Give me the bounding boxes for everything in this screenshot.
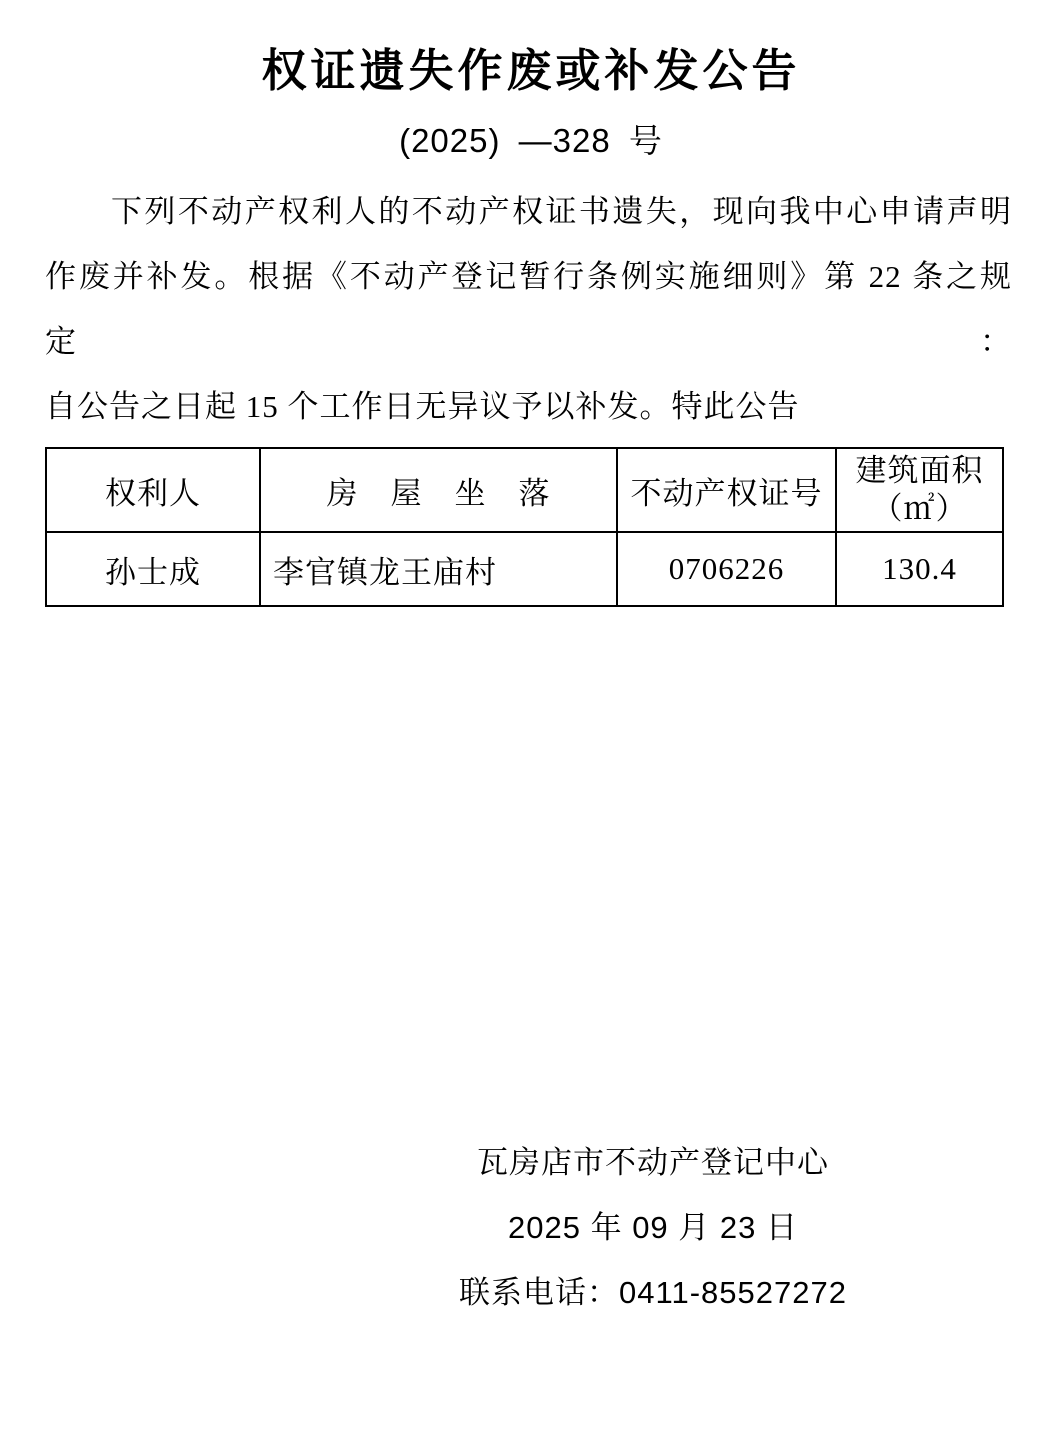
table-header-row: [46, 448, 1003, 532]
issue-date: 2025 年 09 月 23 日: [508, 1210, 798, 1245]
col-header-building-area: [836, 448, 1003, 532]
cell-building-area: 130.4: [836, 532, 1003, 606]
cell-certificate-number: 0706226: [617, 532, 836, 606]
doc-number: (2025) —328 号: [399, 122, 663, 159]
building-area-header-line2: （㎡）: [871, 491, 968, 526]
cell-rights-holder: 孙士成: [46, 532, 260, 606]
table-row: [46, 532, 1003, 606]
cell-house-location: 李官镇龙王庙村: [260, 532, 617, 606]
issuing-org: 瓦房店市不动产登记中心: [477, 1145, 829, 1180]
building-area-header-line1: 建筑面积: [855, 453, 984, 488]
notice-footer: [122, 1145, 1062, 1340]
notice-paragraph-line-3: 自公告之日起 15 个工作日无异议予以补发。特此公告: [45, 389, 800, 424]
notice-paragraph-line-2: 作废并补发。根据《不动产登记暂行条例实施细则》第 22 条之规定：: [45, 259, 1012, 359]
certificates-table: [45, 447, 1004, 607]
notice-paragraph-line-1: 下列不动产权利人的不动产权证书遗失，现向我中心申请声明: [111, 194, 1012, 229]
col-header-house-location: 房 屋 坐 落: [260, 448, 617, 532]
contact-phone: 联系电话：0411-85527272: [459, 1275, 847, 1310]
col-header-certificate-number: 不动产权证号: [617, 448, 836, 532]
notice-body: [45, 179, 1012, 439]
col-header-rights-holder: 权利人: [46, 448, 260, 532]
page-title: 权证遗失作废或补发公告: [261, 44, 801, 97]
